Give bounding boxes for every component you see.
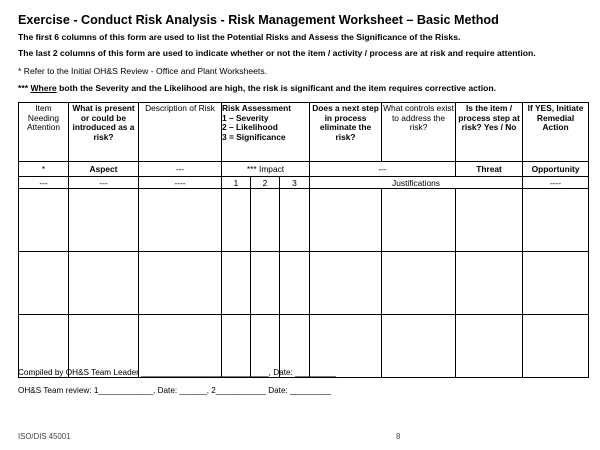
entry-cell[interactable] [280, 252, 310, 315]
category-row [19, 162, 589, 177]
worksheet-title: Exercise - Conduct Risk Analysis - Risk Management Worksheet – Basic Method [18, 13, 499, 27]
subheader-justifications: Justifications [310, 177, 523, 189]
entry-cell[interactable] [523, 189, 589, 252]
category-controls: --- [310, 162, 456, 177]
entry-cell[interactable] [523, 315, 589, 378]
header-risk-assessment [222, 103, 310, 162]
entry-cell[interactable] [456, 252, 523, 315]
entry-cell[interactable] [69, 252, 139, 315]
intro-line-2: The last 2 columns of this form are used to indicate whether or not the item / activity / process are at risk and require attention. [18, 48, 536, 58]
entry-cell[interactable] [382, 252, 456, 315]
header-row [19, 103, 589, 162]
subheader-significance-number: 3 [280, 177, 310, 189]
subheader-remedial: ---- [523, 177, 589, 189]
page-number: 8 [396, 432, 401, 441]
header-at-risk: Is the item / process step at risk? Yes / No [456, 103, 523, 162]
subheader-row [19, 177, 589, 189]
entry-cell[interactable] [222, 189, 251, 252]
entry-cell[interactable] [523, 252, 589, 315]
team-review-line: OH&S Team review: 1____________, Date: ______, 2___________ Date: _________ [18, 386, 332, 395]
note-underlined: Where [30, 83, 57, 93]
entry-cell[interactable] [251, 189, 280, 252]
category-aspect: Aspect [69, 162, 139, 177]
risk-assessment-line-2: 2 – Likelihood [222, 122, 278, 132]
subheader-likelihood-number: 2 [251, 177, 280, 189]
entry-cell[interactable] [19, 252, 69, 315]
header-controls: What controls exist to address the risk? [382, 103, 456, 162]
entry-cell[interactable] [456, 189, 523, 252]
risk-worksheet-table [18, 102, 589, 378]
subheader-description: ---- [139, 177, 222, 189]
subheader-severity-number: 1 [222, 177, 251, 189]
risk-assessment-line-1: 1 – Severity [222, 112, 269, 123]
entry-cell[interactable] [139, 252, 222, 315]
entry-row [19, 252, 589, 315]
entry-cell[interactable] [222, 252, 251, 315]
intro-line-1: The first 6 columns of this form are used to list the Potential Risks and Assess the Significance of the Risks. [18, 32, 461, 42]
risk-assessment-title: Risk Assessment [222, 103, 292, 113]
category-threat: Threat [456, 162, 523, 177]
entry-row [19, 189, 589, 252]
note-prefix: *** [18, 83, 29, 93]
compiled-by-line: Compiled by OH&S Team Leader ____________________________, Date: _________ [18, 368, 337, 377]
entry-cell[interactable] [382, 315, 456, 378]
header-description-of-risk: Description of Risk [139, 103, 222, 162]
category-impact: *** Impact [222, 162, 310, 177]
header-next-step: Does a next step in process eliminate the risk? [310, 103, 382, 162]
category-description: --- [139, 162, 222, 177]
entry-cell[interactable] [310, 189, 382, 252]
entry-cell[interactable] [310, 252, 382, 315]
entry-cell[interactable] [456, 315, 523, 378]
header-item-needing-attention: Item Needing Attention [19, 103, 69, 162]
category-opportunity: Opportunity [523, 162, 589, 177]
entry-cell[interactable] [69, 189, 139, 252]
significance-note [18, 83, 496, 93]
entry-cell[interactable] [280, 189, 310, 252]
subheader-item: --- [19, 177, 69, 189]
category-item: * [19, 162, 69, 177]
entry-cell[interactable] [251, 252, 280, 315]
note-rest: both the Severity and the Likelihood are high, the risk is significant and the item requires corrective action. [56, 83, 497, 93]
document-code: ISO/DIS 45001 [18, 432, 71, 441]
intro-line-3: * Refer to the Initial OH&S Review - Office and Plant Worksheets. [18, 66, 268, 76]
entry-cell[interactable] [19, 189, 69, 252]
entry-cell[interactable] [382, 189, 456, 252]
header-remedial-action: If YES, Initiate Remedial Action [523, 103, 589, 162]
entry-cell[interactable] [139, 189, 222, 252]
header-what-is-present: What is present or could be introduced as a risk? [69, 103, 139, 162]
subheader-aspect: --- [69, 177, 139, 189]
risk-assessment-line-3: 3 = Significance [222, 131, 286, 142]
